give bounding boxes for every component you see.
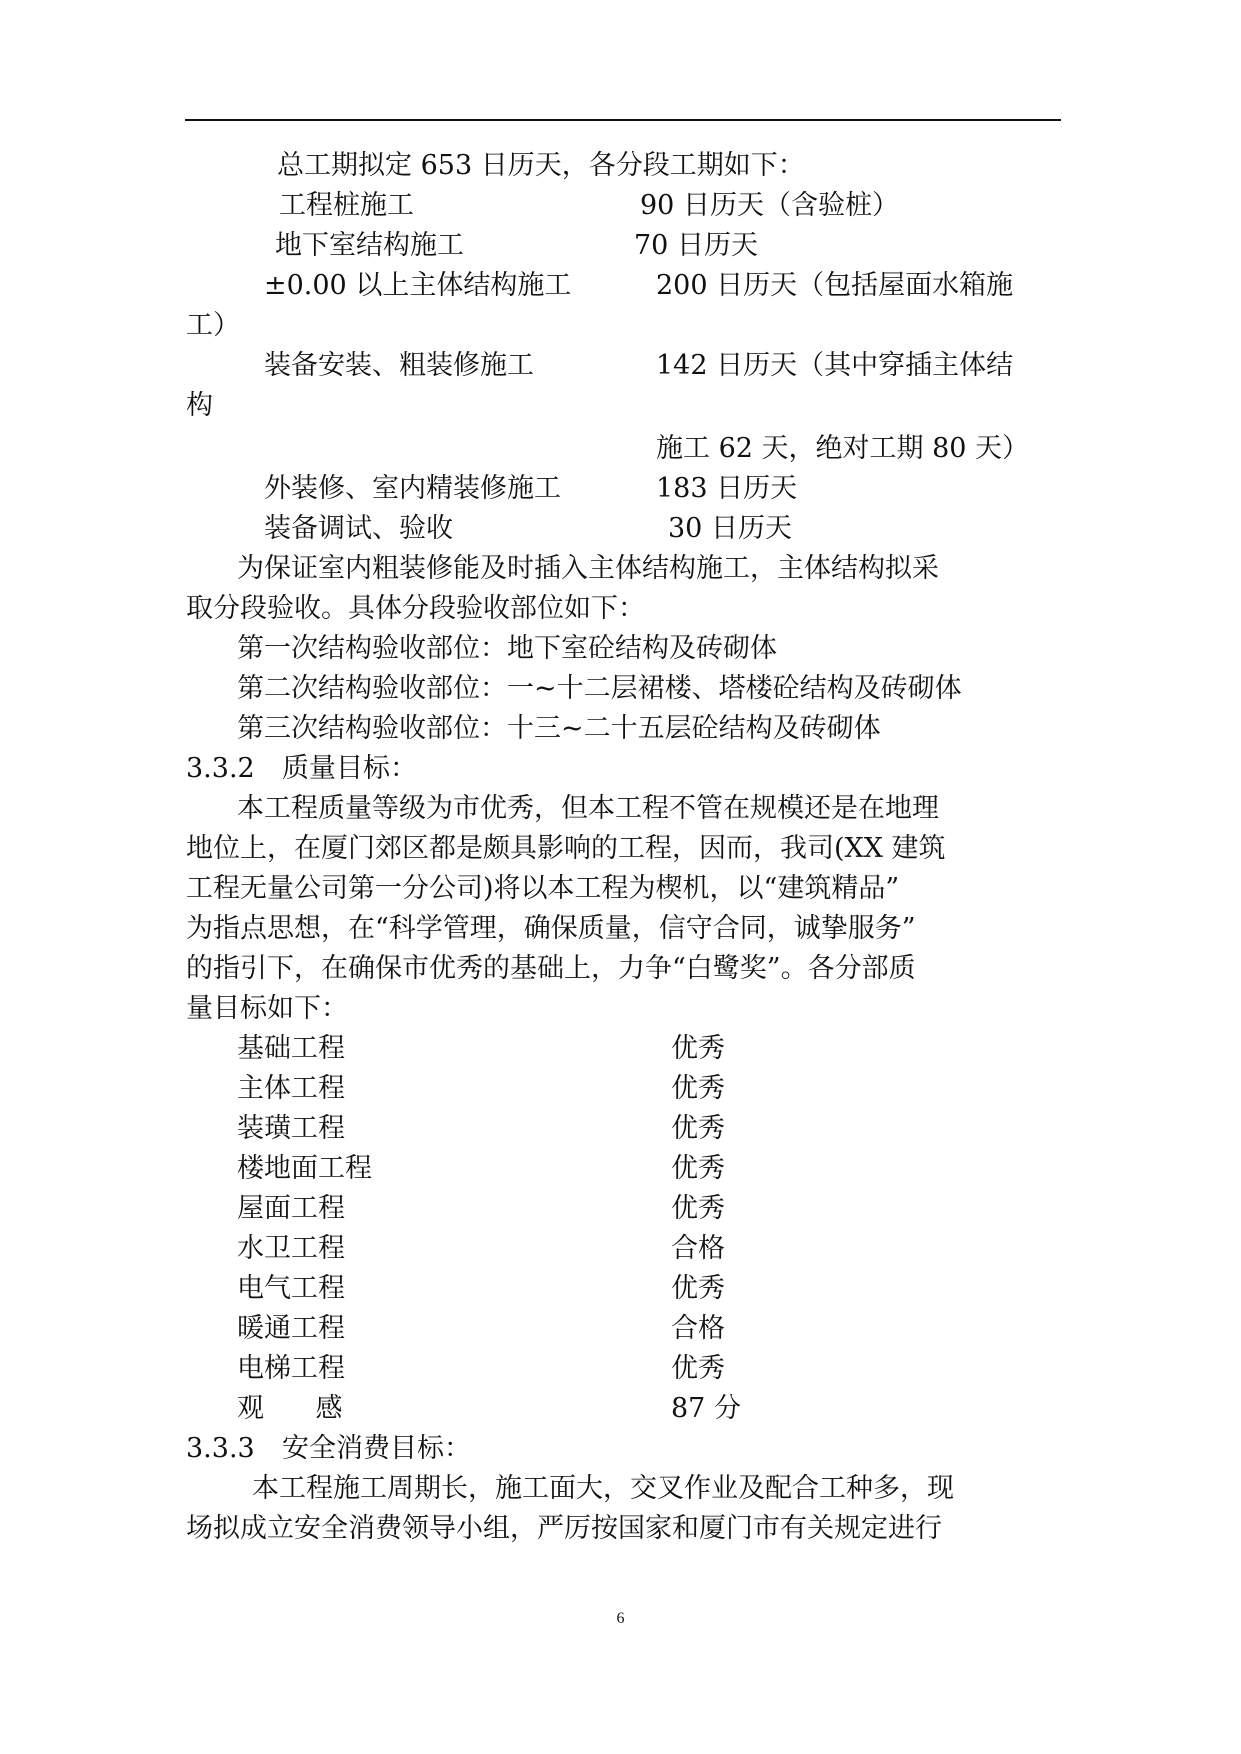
schedule-value-wrap: 工） [186, 310, 240, 341]
acceptance-item: 第一次结构验收部位：地下室砼结构及砖砌体 [237, 633, 777, 664]
safety-paragraph-line: 本工程施工周期长，施工面大，交叉作业及配合工种多，现 [252, 1473, 954, 1504]
acceptance-paragraph-line: 为保证室内粗装修能及时插入主体结构施工，主体结构拟采 [237, 553, 939, 584]
quality-item-name: 装璜工程 [237, 1113, 345, 1144]
quality-paragraph-line: 工程无量公司第一分公司)将以本工程为楔机，以“建筑精品” [186, 873, 900, 904]
section-heading: 安全消费目标： [282, 1433, 471, 1464]
schedule-label: 装备安装、粗装修施工 [264, 350, 534, 381]
schedule-label: 地下室结构施工 [275, 230, 464, 261]
quality-item-grade: 优秀 [671, 1353, 725, 1384]
quality-item-name: 观 感 [237, 1393, 343, 1424]
safety-paragraph-line: 场拟成立安全消费领导小组，严厉按国家和厦门市有关规定进行 [186, 1513, 942, 1544]
header-rule [185, 119, 1061, 121]
quality-item-grade: 87 分 [671, 1393, 741, 1424]
quality-paragraph-line: 的指引下，在确保市优秀的基础上，力争“白鹭奖”。各分部质 [186, 953, 916, 984]
quality-paragraph-line: 量目标如下： [186, 993, 348, 1024]
schedule-value: 183 日历天 [656, 473, 798, 504]
section-number: 3.3.3 [186, 1433, 255, 1464]
quality-item-name: 主体工程 [237, 1073, 345, 1104]
schedule-label: ±0.00 以上主体结构施工 [264, 270, 572, 301]
quality-paragraph-line: 地位上，在厦门郊区都是颇具影响的工程，因而，我司(XX 建筑 [186, 833, 946, 864]
quality-item-name: 暖通工程 [237, 1313, 345, 1344]
schedule-label: 工程桩施工 [279, 190, 414, 221]
quality-item-grade: 优秀 [671, 1193, 725, 1224]
quality-item-name: 水卫工程 [237, 1233, 345, 1264]
quality-item-name: 电梯工程 [237, 1353, 345, 1384]
section-number: 3.3.2 [186, 753, 255, 784]
acceptance-item: 第二次结构验收部位：一~十二层裙楼、塔楼砼结构及砖砌体 [237, 673, 962, 704]
section-heading: 质量目标： [282, 753, 417, 784]
quality-item-grade: 合格 [671, 1233, 725, 1264]
page-number: 6 [616, 1610, 625, 1627]
schedule-value: 142 日历天（其中穿插主体结 [656, 350, 1014, 381]
schedule-value: 30 日历天 [668, 513, 792, 544]
quality-item-name: 基础工程 [237, 1033, 345, 1064]
schedule-value: 90 日历天（含验桩） [640, 190, 899, 221]
quality-item-name: 屋面工程 [237, 1193, 345, 1224]
quality-paragraph-line: 为指点思想，在“科学管理，确保质量，信守合同，诚挚服务” [186, 913, 916, 944]
quality-item-grade: 合格 [671, 1313, 725, 1344]
schedule-value: 70 日历天 [634, 230, 758, 261]
acceptance-item: 第三次结构验收部位：十三~二十五层砼结构及砖砌体 [237, 713, 881, 744]
schedule-label: 装备调试、验收 [264, 513, 453, 544]
quality-item-grade: 优秀 [671, 1073, 725, 1104]
schedule-value: 200 日历天（包括屋面水箱施 [656, 270, 1014, 301]
quality-item-name: 电气工程 [237, 1273, 345, 1304]
quality-paragraph-line: 本工程质量等级为市优秀，但本工程不管在规模还是在地理 [237, 793, 939, 824]
quality-item-grade: 优秀 [671, 1153, 725, 1184]
quality-item-grade: 优秀 [671, 1113, 725, 1144]
quality-item-grade: 优秀 [671, 1273, 725, 1304]
schedule-value-wrap: 构 [186, 390, 213, 421]
acceptance-paragraph-line: 取分段验收。具体分段验收部位如下： [186, 593, 645, 624]
quality-item-grade: 优秀 [671, 1033, 725, 1064]
schedule-value-cont: 施工 62 天，绝对工期 80 天） [656, 433, 1030, 464]
schedule-intro: 总工期拟定 653 日历天，各分段工期如下： [277, 150, 805, 181]
schedule-label: 外装修、室内精装修施工 [264, 473, 561, 504]
quality-item-name: 楼地面工程 [237, 1153, 372, 1184]
